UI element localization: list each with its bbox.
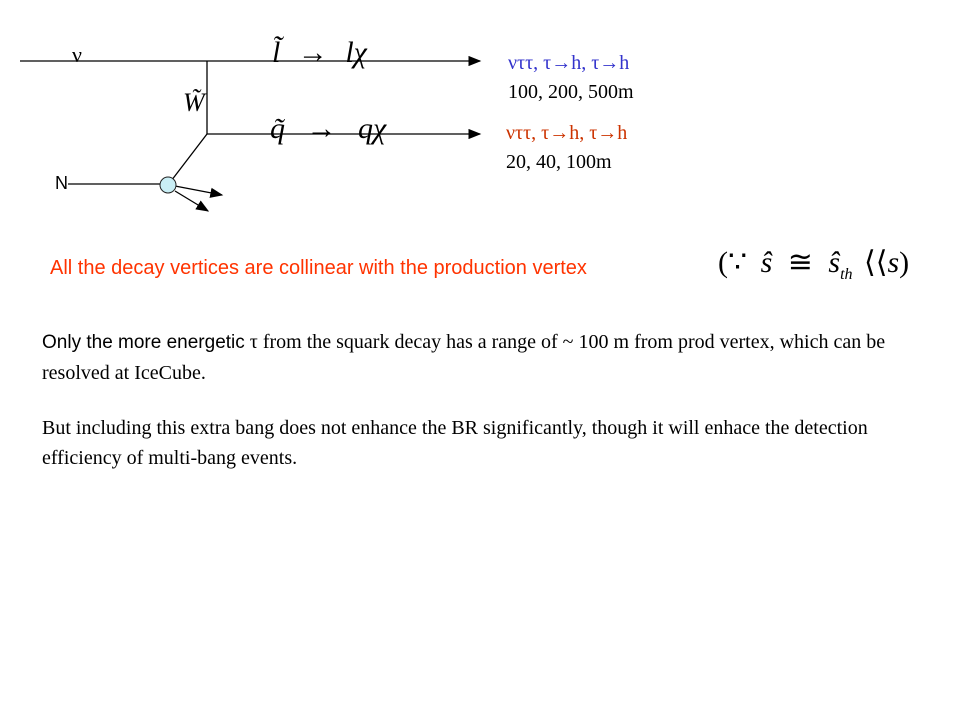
squark-arrow: → [306, 112, 337, 145]
vertex-link-line [168, 134, 207, 185]
squark-decay-label [270, 112, 386, 146]
range-paragraph-lead: Only the more energetic [42, 332, 245, 353]
range-paragraph-tau: τ [249, 331, 258, 353]
lower-ranges: 20, 40, 100m [506, 151, 612, 173]
decay-diagram [0, 0, 960, 240]
lower-tau-to-h-2: τ→h [589, 122, 628, 144]
neutrino-label: ν [72, 42, 82, 67]
outgoing-jet-2 [175, 191, 208, 211]
formula-open: (∵ [718, 246, 748, 279]
slepton-products: lχ [345, 36, 367, 69]
range-paragraph-body: from the squark decay has a range of ~ 100 m from prod vertex, which can be resolved at IceCube. [42, 331, 886, 384]
squark-symbol: q̃ [270, 112, 285, 145]
nucleon-label: N [55, 173, 68, 193]
upper-decay-modes: νττ, τ→h, τ→h [508, 52, 630, 74]
range-paragraph [42, 327, 952, 388]
slepton-decay-label [272, 36, 367, 70]
collinear-statement: All the decay vertices are collinear with the production vertex [50, 257, 587, 279]
slepton-symbol: l̃ [272, 36, 281, 69]
formula-s-hat-th: ŝ [828, 246, 841, 279]
upper-tau-to-h-1: τ→h [543, 52, 582, 74]
interaction-vertex-blob [160, 177, 176, 193]
lower-tau-to-h-1: τ→h [541, 122, 580, 144]
w-ino-label: W̃ [183, 88, 205, 117]
slepton-arrow: → [297, 36, 328, 69]
lower-nutau-tau: νττ, [506, 122, 537, 144]
squark-products: qχ [358, 112, 387, 145]
formula-th: th [840, 266, 853, 283]
upper-nutau-tau: νττ, [508, 52, 539, 74]
formula-s-hat: ŝ [760, 246, 773, 279]
outgoing-jet-1 [175, 186, 222, 195]
formula-close: ) [899, 246, 910, 279]
lower-decay-modes: νττ, τ→h, τ→h [506, 122, 628, 144]
upper-ranges: 100, 200, 500m [508, 81, 634, 103]
formula-much-less: ⟨⟨ [864, 246, 888, 279]
upper-tau-to-h-2: τ→h [591, 52, 630, 74]
threshold-formula [718, 245, 909, 284]
formula-s: s [887, 246, 900, 279]
efficiency-paragraph: But including this extra bang does not enhance the BR significantly, though it will enhace the detection efficiency of multi-bang events. [42, 417, 868, 469]
formula-approx: ≅ [787, 246, 813, 279]
